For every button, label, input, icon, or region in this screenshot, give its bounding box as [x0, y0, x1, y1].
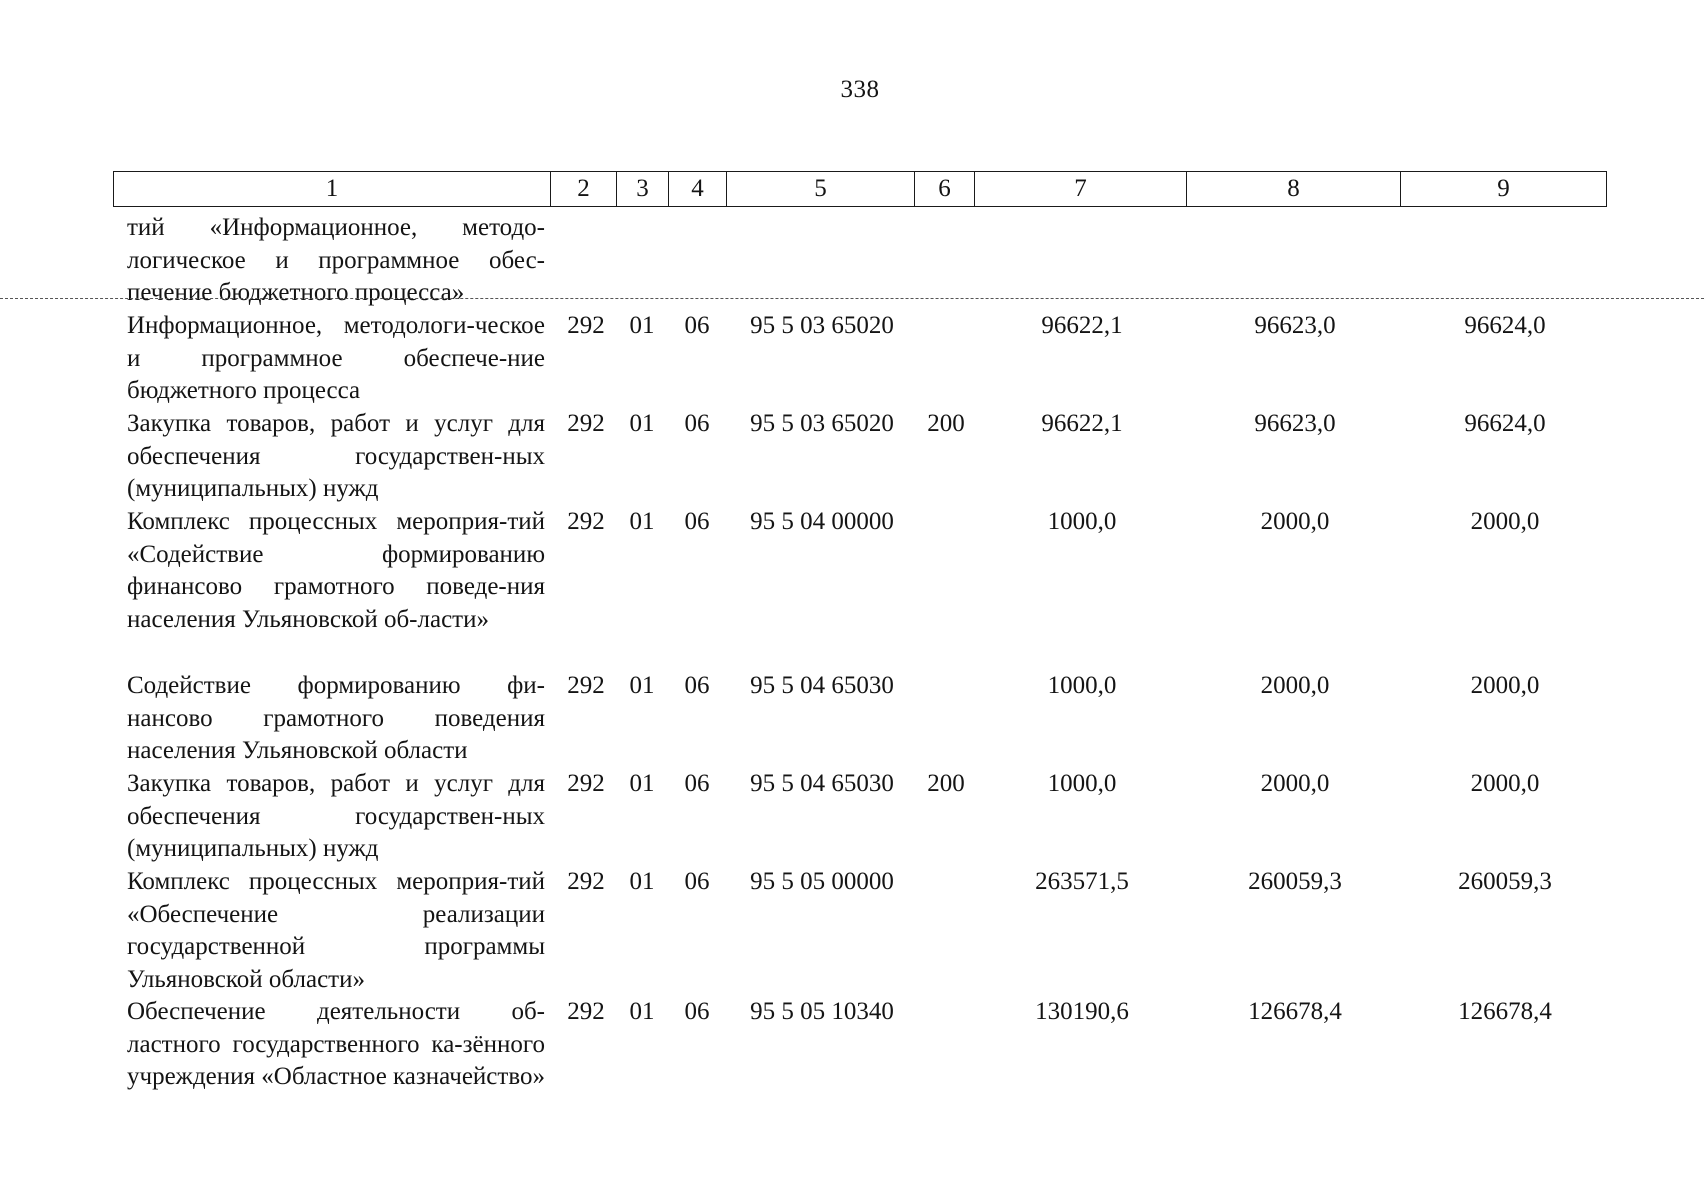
cell-col-7: 96622,1 — [1041, 312, 1123, 339]
cell-col-5: 95 5 03 65020 — [750, 312, 894, 339]
cell-col-6: 200 — [927, 770, 965, 797]
cell-col-3: 01 — [629, 672, 655, 699]
cell-col-7: 1000,0 — [1047, 672, 1117, 699]
cell-col-7: 263571,5 — [1035, 868, 1129, 895]
cell-col-4: 06 — [684, 998, 710, 1025]
cell-col-5: 95 5 03 65020 — [750, 410, 894, 437]
cell-col-2: 292 — [567, 998, 605, 1025]
cell-col-9: 96624,0 — [1464, 312, 1546, 339]
row-label: Закупка товаров, работ и услуг для обеспечения государствен-ных (муниципальных) нужд — [127, 410, 545, 503]
header-col-4: 4 — [669, 172, 727, 207]
cell-col-8: 2000,0 — [1260, 672, 1330, 699]
cell-col-5: 95 5 04 65030 — [750, 672, 894, 699]
header-col-1: 1 — [114, 172, 551, 207]
row-label: Комплекс процессных мероприя-тий «Обеспечение реализации государственной программы Ульяновской области» — [127, 868, 545, 993]
row-label: Информационное, методологи-ческое и программное обеспече-ние бюджетного процесса — [127, 312, 545, 405]
header-col-2: 2 — [551, 172, 617, 207]
cell-col-2: 292 — [567, 410, 605, 437]
page-number: 338 — [840, 76, 880, 103]
header-col-3: 3 — [617, 172, 669, 207]
row-label: Обеспечение деятельности об-ластного государственного ка-зённого учреждения «Областное казначейство» — [127, 998, 545, 1091]
cell-col-7: 130190,6 — [1035, 998, 1129, 1025]
cell-col-3: 01 — [629, 868, 655, 895]
cell-col-9: 2000,0 — [1470, 770, 1540, 797]
header-col-8: 8 — [1187, 172, 1401, 207]
cell-col-9: 260059,3 — [1458, 868, 1552, 895]
cell-col-9: 96624,0 — [1464, 410, 1546, 437]
cell-col-4: 06 — [684, 868, 710, 895]
header-col-6: 6 — [915, 172, 975, 207]
cell-col-3: 01 — [629, 998, 655, 1025]
cell-col-6: 200 — [927, 410, 965, 437]
cell-col-8: 2000,0 — [1260, 770, 1330, 797]
header-col-9: 9 — [1401, 172, 1607, 207]
cell-col-4: 06 — [684, 508, 710, 535]
cell-col-9: 126678,4 — [1458, 998, 1552, 1025]
cell-col-7: 1000,0 — [1047, 770, 1117, 797]
header-col-7: 7 — [975, 172, 1187, 207]
continued-row-text: тий «Информационное, методо-логическое и программное обес-печение бюджетного процесса» — [127, 214, 545, 307]
cell-col-2: 292 — [567, 770, 605, 797]
header-col-5: 5 — [727, 172, 915, 207]
cell-col-3: 01 — [629, 508, 655, 535]
row-label: Комплекс процессных мероприя-тий «Содействие формированию финансово грамотного поведе-ния населения Ульяновской об-ласти» — [127, 508, 545, 633]
row-label: Содействие формированию фи-нансово грамотного поведения населения Ульяновской области — [127, 672, 545, 765]
table-header — [113, 171, 1607, 207]
cell-col-3: 01 — [629, 410, 655, 437]
cell-col-4: 06 — [684, 770, 710, 797]
cell-col-8: 96623,0 — [1254, 410, 1336, 437]
cell-col-7: 96622,1 — [1041, 410, 1123, 437]
cell-col-2: 292 — [567, 672, 605, 699]
row-label: Закупка товаров, работ и услуг для обеспечения государствен-ных (муниципальных) нужд — [127, 770, 545, 863]
cell-col-5: 95 5 05 00000 — [750, 868, 894, 895]
cell-col-5: 95 5 04 65030 — [750, 770, 894, 797]
cell-col-4: 06 — [684, 410, 710, 437]
cell-col-8: 260059,3 — [1248, 868, 1342, 895]
cell-col-3: 01 — [629, 312, 655, 339]
cell-col-8: 96623,0 — [1254, 312, 1336, 339]
cell-col-8: 126678,4 — [1248, 998, 1342, 1025]
cell-col-9: 2000,0 — [1470, 508, 1540, 535]
cell-col-2: 292 — [567, 508, 605, 535]
cell-col-2: 292 — [567, 312, 605, 339]
cell-col-4: 06 — [684, 672, 710, 699]
cell-col-2: 292 — [567, 868, 605, 895]
cell-col-5: 95 5 05 10340 — [750, 998, 894, 1025]
cell-col-3: 01 — [629, 770, 655, 797]
cell-col-9: 2000,0 — [1470, 672, 1540, 699]
cell-col-5: 95 5 04 00000 — [750, 508, 894, 535]
cell-col-7: 1000,0 — [1047, 508, 1117, 535]
cell-col-4: 06 — [684, 312, 710, 339]
cell-col-8: 2000,0 — [1260, 508, 1330, 535]
section-divider — [0, 298, 1704, 299]
